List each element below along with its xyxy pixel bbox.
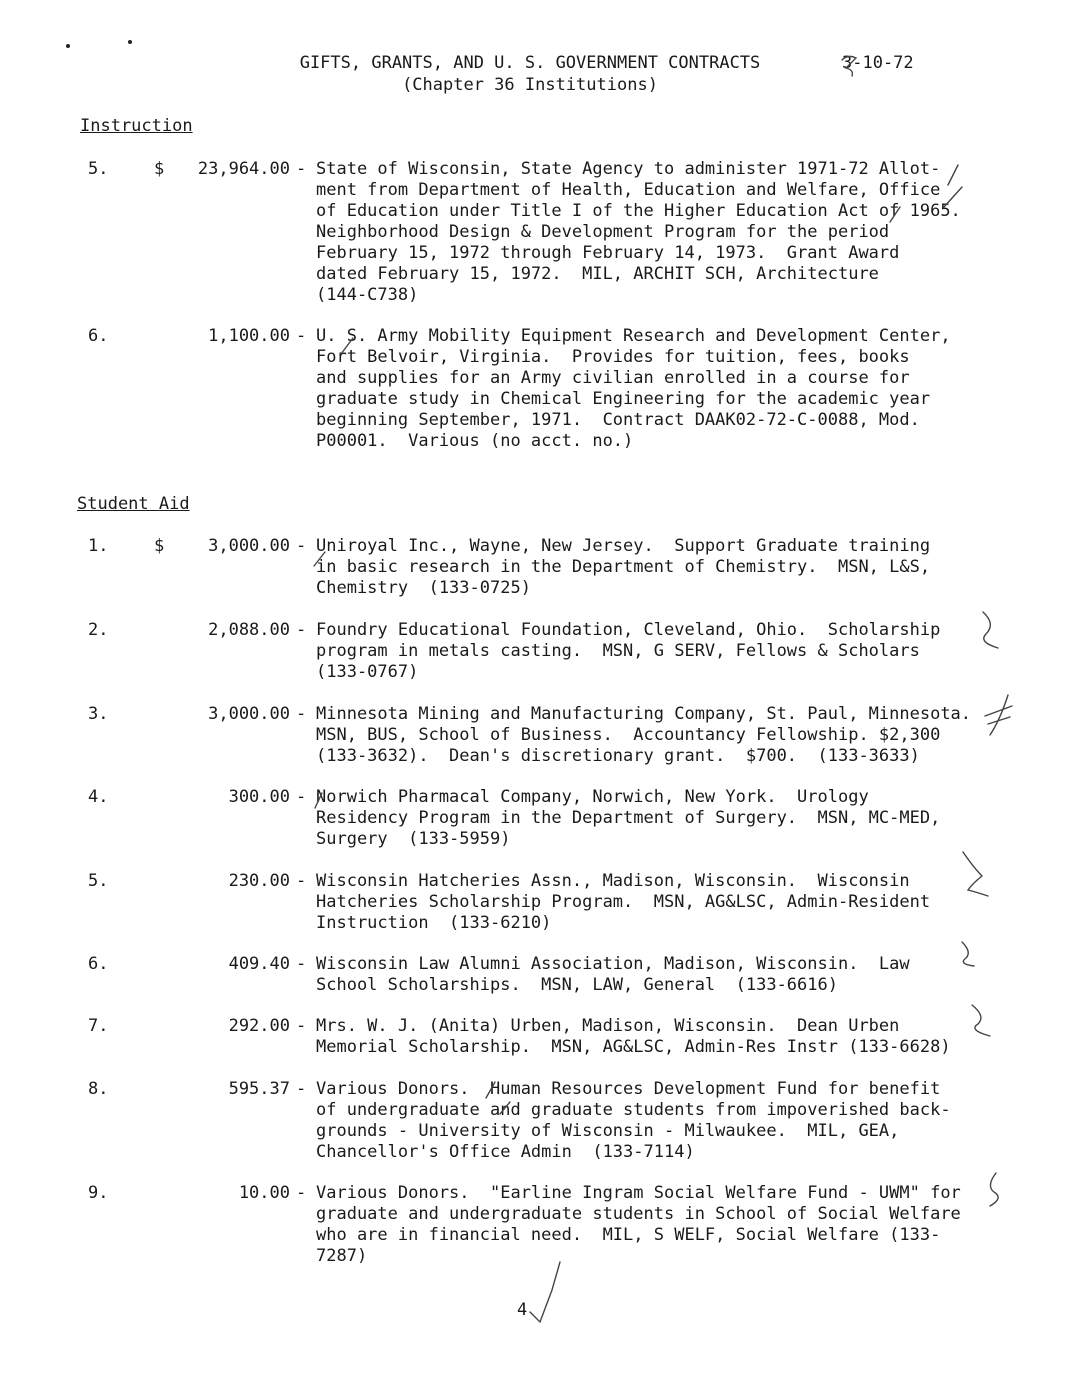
description-line: Residency Program in the Department of Surgery. MSN, MC-MED, [316,808,941,828]
document-title: GIFTS, GRANTS, AND U. S. GOVERNMENT CONTRACTS [299,53,761,73]
description-line: U. S. Army Mobility Equipment Research and Development Center, [316,326,951,346]
entry-dash: - [296,620,307,640]
pencil-tick [944,187,962,207]
description-line: Memorial Scholarship. MSN, AG&LSC, Admin-Res Instr (133-6628) [316,1037,951,1057]
description-line: who are in financial need. MIL, S WELF, Social Welfare (133- [316,1225,941,1245]
entry-dash: - [296,1079,307,1099]
pencil-tick [890,207,900,222]
entry-number: 3. [88,704,109,724]
entry-amount: 409.40 [228,954,290,974]
entry-dash: - [296,159,307,179]
description-line: (133-3632). Dean's discretionary grant. $700. (133-3633) [316,746,920,766]
pencil-tick [500,1102,510,1114]
entry-dash: - [296,954,307,974]
description-line: Wisconsin Hatcheries Assn., Madison, Wisconsin. Wisconsin [316,871,910,891]
entry-number: 8. [88,1079,109,1099]
description-line: of Education under Title I of the Higher Education Act of 1965. [316,201,961,221]
description-line: State of Wisconsin, State Agency to administer 1971-72 Allot- [316,159,941,179]
description-line: graduate and undergraduate students in School of Social Welfare [316,1204,961,1224]
description-line: Neighborhood Design & Development Program for the period [316,222,890,242]
description-line: (133-0767) [316,662,419,682]
entry-amount: 3,000.00 [208,536,290,556]
entry-dash: - [296,871,307,891]
entry-number: 5. [88,159,109,179]
entry-amount: 3,000.00 [208,704,290,724]
entry-amount: 230.00 [228,871,290,891]
description-line: February 15, 1972 through February 14, 1973. Grant Award [316,243,900,263]
description-line: P00001. Various (no acct. no.) [316,431,634,451]
description-line: Fort Belvoir, Virginia. Provides for tuition, fees, books [316,347,910,367]
document-date: 3-10-72 [842,53,914,73]
pencil-check-mark [530,1262,560,1322]
entry-number: 1. [88,536,109,556]
description-line: beginning September, 1971. Contract DAAK02-72-C-0088, Mod. [316,410,920,430]
entry-number: 9. [88,1183,109,1203]
pencil-tick [486,1082,495,1098]
description-line: School Scholarships. MSN, LAW, General (133-6616) [316,975,838,995]
entry-dash: - [296,1016,307,1036]
pencil-s-mark [962,942,974,966]
pencil-scribble-mark [985,706,1012,716]
pencil-s-mark [983,612,998,648]
pencil-tick [341,338,353,354]
entry-amount: 292.00 [228,1016,290,1036]
description-line: ment from Department of Health, Education and Welfare, Office [316,180,941,200]
entry-number: 7. [88,1016,109,1036]
entry-dollar-sign: $ [154,536,165,556]
description-line: Uniroyal Inc., Wayne, New Jersey. Support Graduate training [316,536,931,556]
pencil-s-mark [972,1005,990,1036]
entry-number: 6. [88,326,109,346]
entry-amount: 595.37 [228,1079,290,1099]
entry-amount: 2,088.00 [208,620,290,640]
description-line: Wisconsin Law Alumni Association, Madison, Wisconsin. Law [316,954,910,974]
description-line: (144-C738) [316,285,419,305]
entry-dash: - [296,1183,307,1203]
description-line: dated February 15, 1972. MIL, ARCHIT SCH, Architecture [316,264,879,284]
entry-dash: - [296,536,307,556]
entry-amount: 1,100.00 [208,326,290,346]
description-line: Hatcheries Scholarship Program. MSN, AG&LSC, Admin-Resident [316,892,931,912]
description-line: graduate study in Chemical Engineering for the academic year [316,389,931,409]
description-line: MSN, BUS, School of Business. Accountancy Fellowship. $2,300 [316,725,941,745]
pencil-s-mark [963,852,988,896]
description-line: program in metals casting. MSN, G SERV, Fellows & Scholars [316,641,920,661]
entry-amount: 23,964.00 [197,159,290,179]
page-number: 4 [517,1300,528,1320]
entry-dash: - [296,787,307,807]
description-line: in basic research in the Department of Chemistry. MSN, L&S, [316,557,931,577]
entry-dollar-sign: $ [154,159,165,179]
entry-number: 2. [88,620,109,640]
entry-dash: - [296,704,307,724]
description-line: Minnesota Mining and Manufacturing Company, St. Paul, Minnesota. [316,704,972,724]
description-line: Foundry Educational Foundation, Cleveland, Ohio. Scholarship [316,620,941,640]
description-line: Norwich Pharmacal Company, Norwich, New York. Urology [316,787,869,807]
description-line: Chancellor's Office Admin (133-7114) [316,1142,695,1162]
entry-amount: 300.00 [228,787,290,807]
description-line: Various Donors. "Earline Ingram Social Welfare Fund - UWM" for [316,1183,961,1203]
description-line: Mrs. W. J. (Anita) Urben, Madison, Wisconsin. Dean Urben [316,1016,900,1036]
pencil-tick [948,165,958,185]
description-line: Various Donors. Human Resources Development Fund for benefit [316,1079,941,1099]
description-line: Instruction (133-6210) [316,913,552,933]
pencil-s-mark [990,1173,998,1206]
document-subtitle: (Chapter 36 Institutions) [402,75,658,95]
entry-number: 4. [88,787,109,807]
entry-amount: 10.00 [238,1183,290,1203]
description-line: Surgery (133-5959) [316,829,511,849]
description-line: Chemistry (133-0725) [316,578,531,598]
description-line: 7287) [316,1246,368,1266]
entry-number: 5. [88,871,109,891]
pencil-tick [315,793,322,808]
pencil-check-mark [842,56,856,76]
entry-number: 6. [88,954,109,974]
description-line: of undergraduate and graduate students from impoverished back- [316,1100,951,1120]
description-line: grounds - University of Wisconsin - Milwaukee. MIL, GEA, [316,1121,900,1141]
entry-dash: - [296,326,307,346]
pencil-scribble-mark [990,695,1008,735]
pencil-tick [314,552,325,566]
description-line: and supplies for an Army civilian enrolled in a course for [316,368,910,388]
section-heading-student-aid: Student Aid [77,494,190,514]
section-heading-instruction: Instruction [80,116,193,136]
